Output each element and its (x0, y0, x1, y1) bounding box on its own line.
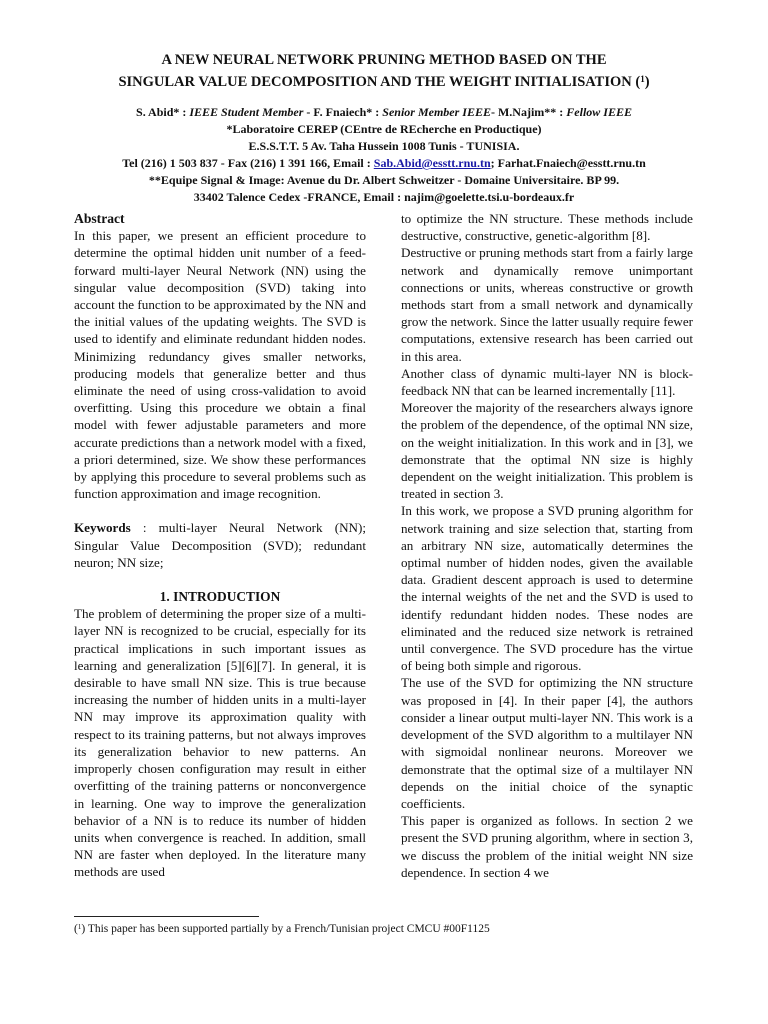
title-line-2-text: SINGULAR VALUE DECOMPOSITION AND THE WEIGHT INITIALISATION ( (118, 74, 641, 90)
contact-line (40, 155, 728, 172)
author-line (40, 104, 728, 121)
footnote-rule (74, 916, 259, 917)
author-1-name: S. Abid* : (136, 105, 190, 119)
introduction-text: The problem of determining the proper size of a multi-layer NN is recognized to be crucial, especially for its practical implications in such important issues as learning and generalization [5][6][7]. In general, it is desirable to have small NN size. This is true because increasing the number of hidden units in a multi-layer NN may improve its approximation quality with respect to its training patterns, but not always improves its generalization behavior to new patterns. An improperly chosen configuration may result in either overfitting of the training patterns or nonconvergence in learning. One way to improve the generalization behavior of a NN is to reduce its number of hidden units when convergence is reached. In addition, small NN are faster when deployed. In the literature many methods are used (74, 606, 366, 880)
author-1-role: IEEE Student Member (189, 105, 304, 119)
keywords-label: Keywords (74, 520, 131, 536)
paragraph: Destructive or pruning methods start from a fairly large network and dynamically remove unimportant connections or units, whereas constructive or growth methods start from a small network and dynamically grow the network. Since the latter usually require fewer computations, extensive research has been carried out in this area. (401, 245, 693, 364)
title-line-2 (60, 70, 708, 92)
paragraph: Moreover the majority of the researchers always ignore the problem of the dependence, of the optimal NN size, on the weight initialization. In this work and in [3], we demonstrate that the optimal NN size is highly dependent on the weight initialization. This problem is treated in section 3. (401, 400, 693, 502)
footnote-open-paren: ( (74, 923, 78, 935)
paragraph: In this work, we propose a SVD pruning algorithm for network training and size selection that, starting from an arbitrary NN size, automatically determines the optimal number of hidden nodes, given the available data. Gradient descent approach is used to determine the internal weights of the net and the SVD is used to identify redundant hidden nodes. These nodes are eliminated and the reduced size network is retrained until convergence. The SVD procedure has the virtue of being both simple and rigorous. (401, 503, 693, 674)
contact-suffix: ; Farhat.Fnaiech@esstt.rnu.tn (490, 156, 646, 170)
introduction-heading: 1. INTRODUCTION (159, 589, 281, 605)
title-close-paren: ) (644, 74, 650, 90)
right-column (401, 210, 693, 881)
author-2-name: - F. Fnaiech* : (303, 105, 383, 119)
author-3-role: Fellow IEEE (566, 105, 632, 119)
affiliation-address-2: 33402 Talence Cedex -FRANCE, Email : najim@goelette.tsi.u-bordeaux.fr (193, 190, 575, 204)
left-column (74, 210, 366, 881)
author-3-name: - M.Najim** : (490, 105, 567, 119)
spacer (74, 502, 366, 519)
keywords-text: : multi-layer Neural Network (NN); Singular Value Decomposition (SVD); redundant neuron; NN size; (74, 520, 366, 570)
affiliation-lab-2: **Equipe Signal & Image: Avenue du Dr. Albert Schweitzer - Domaine Universitaire. BP 99. (148, 173, 620, 187)
footnote-text: ) This paper has been supported partially by a French/Tunisian project CMCU #00F1125 (81, 923, 490, 935)
title-footnote-mark: 1 (640, 74, 645, 84)
author-block (40, 104, 728, 206)
abstract-text: In this paper, we present an efficient procedure to determine the optimal hidden unit number of a feed-forward multi-layer Neural Network (NN) using the singular value decomposition (SVD) taking into account the function to be approximated by the NN and the initial values of the updating weights. The SVD is used to identify and eliminate redundant hidden nodes. Minimizing redundancy gives smaller networks, producing models that generalize better and thus eliminate the need of using cross-validation to avoid overfitting. Using this procedure we obtain a final model with fewer adjustable parameters and more accurate predictions than a network model with a fixed, a priori determined, size. We show these performances by applying this procedure to several problems such as function approximation and image recognition. (74, 228, 366, 502)
abstract-heading: Abstract (74, 211, 125, 226)
paragraph: The use of the SVD for optimizing the NN structure was proposed in [4]. In their paper [4], the authors consider a linear output multi-layer NN. This work is a development of the SVD algorithm to a multilayer NN with sigmoidal nonlinear neurons. Moreover we demonstrate that the optimal size of a multilayer NN depends on the initial choice of the synaptic coefficients. (401, 675, 693, 811)
contact-prefix: Tel (216) 1 503 837 - Fax (216) 1 391 166, Email : (122, 156, 374, 170)
title-line-1: A NEW NEURAL NETWORK PRUNING METHOD BASED ON THE (161, 52, 607, 68)
paragraph: Another class of dynamic multi-layer NN is block-feedback NN that can be learned incrementally [11]. (401, 365, 693, 399)
footnote-mark: 1 (77, 923, 82, 931)
footnote (74, 920, 490, 937)
email-link[interactable]: Sab.Abid@esstt.rnu.tn (373, 156, 491, 170)
spacer (74, 571, 366, 588)
paper-title (60, 51, 708, 92)
author-2-role: Senior Member IEEE (382, 105, 491, 119)
affiliation-address: E.S.S.T.T. 5 Av. Taha Hussein 1008 Tunis - TUNISIA. (248, 139, 520, 153)
paragraph: This paper is organized as follows. In section 2 we present the SVD pruning algorithm, where in section 3, we discuss the problem of the initial weight NN size dependence. In section 4 we (401, 813, 693, 880)
paragraph: to optimize the NN structure. These methods include destructive, constructive, genetic-algorithm [8]. (401, 211, 693, 244)
keywords-paragraph (74, 519, 366, 571)
affiliation-lab: *Laboratoire CEREP (CEntre de REcherche en Productique) (226, 122, 542, 136)
